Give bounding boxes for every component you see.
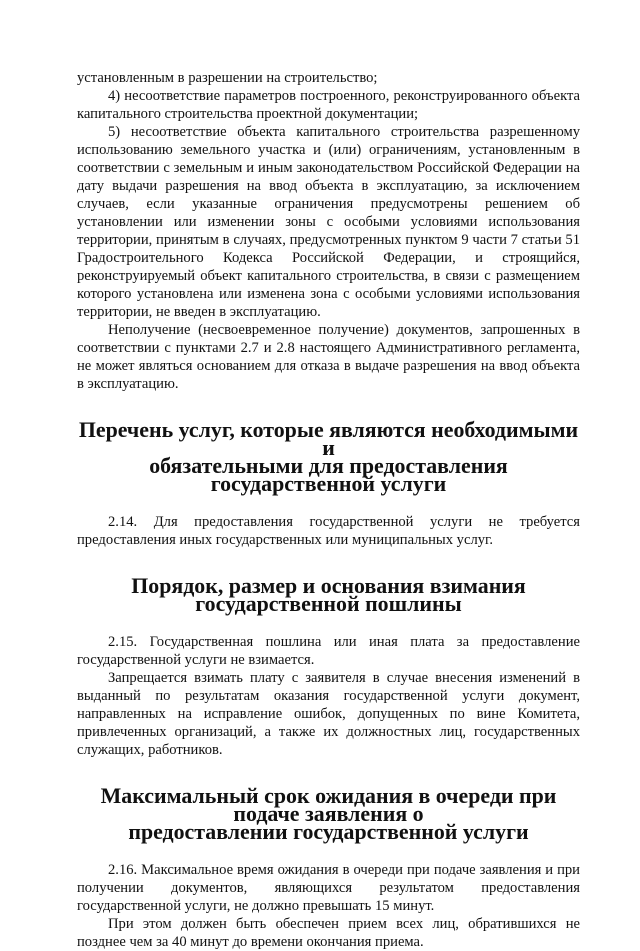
spacer	[77, 841, 580, 861]
paragraph-2-16: 2.16. Максимальное время ожидания в очереди при подаче заявления и при получении документов, являющихся результатом предоставления государственной услуги, не должно превышать 15 минут.	[77, 862, 580, 914]
document-page	[77, 69, 580, 951]
section-heading-queue	[77, 783, 580, 844]
section-heading-fee	[77, 573, 580, 616]
paragraph-reception: При этом должен быть обеспечен прием всех лиц, обратившихся не позднее чем за 40 минут до времени окончания приема.	[77, 916, 580, 950]
heading-line: предоставлении государственной услуги	[128, 819, 529, 844]
paragraph-2-14: 2.14. Для предоставления государственной услуги не требуется предоставления иных государственных или муниципальных услуг.	[77, 514, 580, 548]
section-heading-services	[77, 417, 580, 496]
heading-line: Перечень услуг, которые являются необходимыми и	[78, 417, 579, 460]
paragraph-continuation: установленным в разрешении на строительство;	[77, 70, 378, 86]
paragraph-2-15: 2.15. Государственная пошлина или иная плата за предоставление государственной услуги не взимается.	[77, 634, 580, 668]
spacer	[77, 613, 580, 633]
paragraph-fee-prohibition: Запрещается взимать плату с заявителя в случае внесения изменений в выданный по результатам оказания государственной услуги документ, направленных на исправление ошибок, допущенных по вине Комитета, привлеченных организаций, а также их должностных лиц, государственных служащих, работников.	[77, 670, 580, 758]
paragraph-nonreceipt: Неполучение (несвоевременное получение) документов, запрошенных в соответствии с пунктами 2.7 и 2.8 настоящего Административного регламента, не может являться основанием для отказа в выдаче разрешения на ввод объекта в эксплуатацию.	[77, 322, 580, 392]
paragraph-item-5: 5) несоответствие объекта капитального строительства разрешенному использованию земельного участка и (или) ограничениям, установленным в соответствии с земельным и иным законодательством Российской Федерации на дату выдачи разрешения на ввод объекта в эксплуатацию, за исключением случаев, если указанные ограничения предусмотрены решением об установлении или изменении зоны с особыми условиями использования территории, принятым в случаях, предусмотренных пунктом 9 части 7 статьи 51 Градостроительного Кодекса Российской Федерации, и строящийся, реконструируемый объект капитального строительства, в связи с размещением которого установлена или изменена зона с особыми условиями использования территории, не введен в эксплуатацию.	[77, 124, 580, 320]
spacer	[77, 493, 580, 513]
heading-line: обязательными для предоставления государственной услуги	[149, 453, 508, 496]
paragraph-item-4: 4) несоответствие параметров построенного, реконструированного объекта капитального строительства проектной документации;	[77, 88, 580, 122]
heading-line: Максимальный срок ожидания в очереди при подаче заявления о	[100, 783, 557, 826]
heading-line: Порядок, размер и основания взимания государственной пошлины	[131, 573, 526, 616]
